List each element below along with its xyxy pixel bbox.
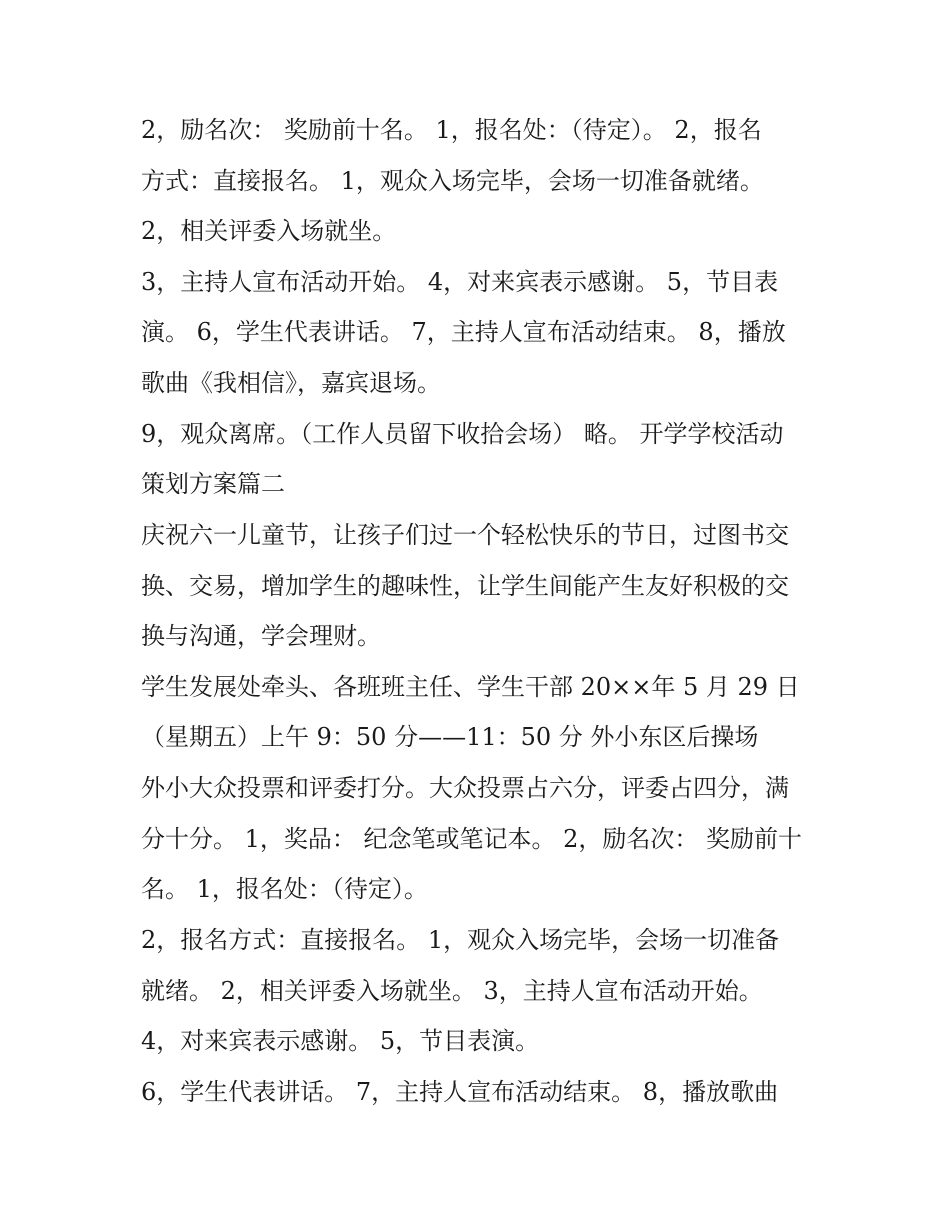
text-line: 分十分。 1，奖品： 纪念笔或笔记本。 2，励名次： 奖励前十 (141, 825, 803, 853)
text-line: 策划方案篇二 (141, 470, 285, 498)
text-line: 3，主持人宣布活动开始。 4，对来宾表示感谢。 5，节目表 (141, 268, 779, 296)
text-line: 2，相关评委入场就坐。 (141, 217, 397, 245)
text-line: 换与沟通，学会理财。 (141, 622, 381, 650)
text-line: 外小大众投票和评委打分。大众投票占六分，评委占四分，满 (141, 774, 789, 802)
text-line: 4，对来宾表示感谢。 5，节目表演。 (141, 1027, 540, 1055)
text-line: 换、交易，增加学生的趣味性，让学生间能产生友好积极的交 (141, 572, 789, 600)
text-line: 演。 6，学生代表讲话。 7，主持人宣布活动结束。 8，播放 (141, 318, 786, 346)
text-line: 方式：直接报名。 1，观众入场完毕，会场一切准备就绪。 (141, 167, 764, 195)
text-line: 名。 1，报名处：（待定）。 (141, 875, 428, 903)
text-line: （星期五）上午 9：50 分——11：50 分 外小东区后操场 (141, 723, 759, 751)
text-line: 庆祝六一儿童节，让孩子们过一个轻松快乐的节日，过图书交 (141, 521, 789, 549)
text-line: 就绪。 2，相关评委入场就坐。 3，主持人宣布活动开始。 (141, 977, 763, 1005)
text-line: 学生发展处牵头、各班班主任、学生干部 20××年 5 月 29 日 (141, 673, 800, 701)
text-line: 歌曲《我相信》，嘉宾退场。 (141, 369, 441, 397)
text-line: 2，报名方式：直接报名。 1，观众入场完毕，会场一切准备 (141, 926, 780, 954)
text-line: 6，学生代表讲话。 7，主持人宣布活动结束。 8，播放歌曲 (141, 1078, 779, 1106)
text-line: 2，励名次： 奖励前十名。 1，报名处：（待定）。 2，报名 (141, 116, 762, 144)
text-line: 9，观众离席。（工作人员留下收拾会场） 略。 开学学校活动 (141, 420, 784, 448)
